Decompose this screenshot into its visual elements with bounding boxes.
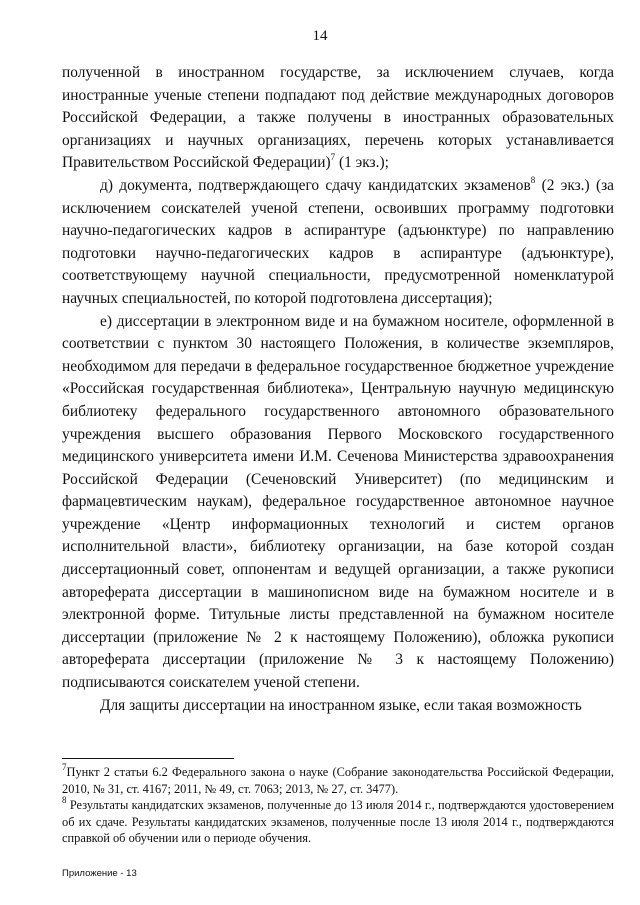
paragraph-1-text: полученной в иностранном государстве, за исключением случаев, когда иностранные ученые степени подпадают под действие международных договоров Российской Федерации, а также получены в иностранных образовательных организациях и научных организациях, перечень которых устанавливается Правительством Российской Федерации) bbox=[62, 64, 614, 172]
footnote-7-text: Пункт 2 статьи 6.2 Федерального закона о науке (Собрание законодательства Российской Федерации, 2010, № 31, ст. 4167; 2011, № 49, ст. 7063; 2013, № 27, ст. 3477). bbox=[62, 765, 614, 796]
paragraph-d bbox=[62, 175, 614, 311]
main-text bbox=[62, 62, 614, 717]
paragraph-e: е) диссертации в электронном виде и на бумажном носителе, оформленной в соответствии с пунктом 30 настоящего Положения, в количестве экземпляров, необходимом для передачи в федеральное государственное бюджетное учреждение «Российская государственная библиотека», Центральную научную медицинскую библиотеку федерального государственного автономного образовательного учреждения высшего образования Первого Московского государственного медицинского университета имени И.М. Сеченова Министерства здравоохранения Российской Федерации (Сеченовский Университет) (по медицинским и фармацевтическим наукам), федеральное государственное автономное научное учреждение «Центр информационных технологий и систем органов исполнительной власти», библиотеку организации, на базе которой создан диссертационный совет, оппонентам и ведущей организации, а также рукописи автореферата диссертации в машинописном виде на бумажном носителе и в электронной форме. Титульные листы представленной на бумажном носителе диссертации (приложение № 2 к настоящему Положению), обложка рукописи автореферата диссертации (приложение № 3 к настоящему Положению) подписываются соискателем ученой степени. bbox=[62, 312, 614, 692]
paragraph-1-tail: (1 экз.); bbox=[335, 154, 389, 172]
paragraph-d-text: д) документа, подтверждающего сдачу кандидатских экзаменов bbox=[100, 176, 531, 194]
paragraph-1 bbox=[62, 62, 614, 175]
footnotes bbox=[62, 761, 614, 847]
footnote-ref-8: 8 bbox=[530, 174, 536, 185]
footnote-mark-7: 7 bbox=[62, 761, 67, 772]
paragraph-d-tail: (2 экз.) (за исключением соискателей ученой степени, освоивших программу подготовки научно-педагогических кадров в аспирантуре (адъюнктуре) по направлению подготовки научно-педагогических кадров в аспирантуре (адъюнктуре), соответствующему научной специальности, предусмотренной номенклатурой научных специальностей, по которой подготовлена диссертация); bbox=[62, 176, 614, 307]
page-number: 14 bbox=[312, 28, 328, 44]
page-footer: Приложение - 13 bbox=[62, 868, 137, 879]
footnote-mark-8: 8 bbox=[62, 794, 67, 805]
footnote-8-text: Результаты кандидатских экзаменов, полученные до 13 июля 2014 г., подтверждаются удостоверением об их сдаче. Результаты кандидатских экзаменов, полученные после 13 июля 2014 г., подтверждаются справкой об обучении или о периоде обучения. bbox=[62, 798, 614, 845]
footnote-ref-7: 7 bbox=[330, 152, 336, 163]
footnote-7 bbox=[62, 761, 614, 797]
footnote-separator bbox=[62, 758, 234, 759]
footnote-8 bbox=[62, 794, 614, 847]
paragraph-defense: Для защиты диссертации на иностранном языке, если такая возможность bbox=[100, 696, 582, 714]
